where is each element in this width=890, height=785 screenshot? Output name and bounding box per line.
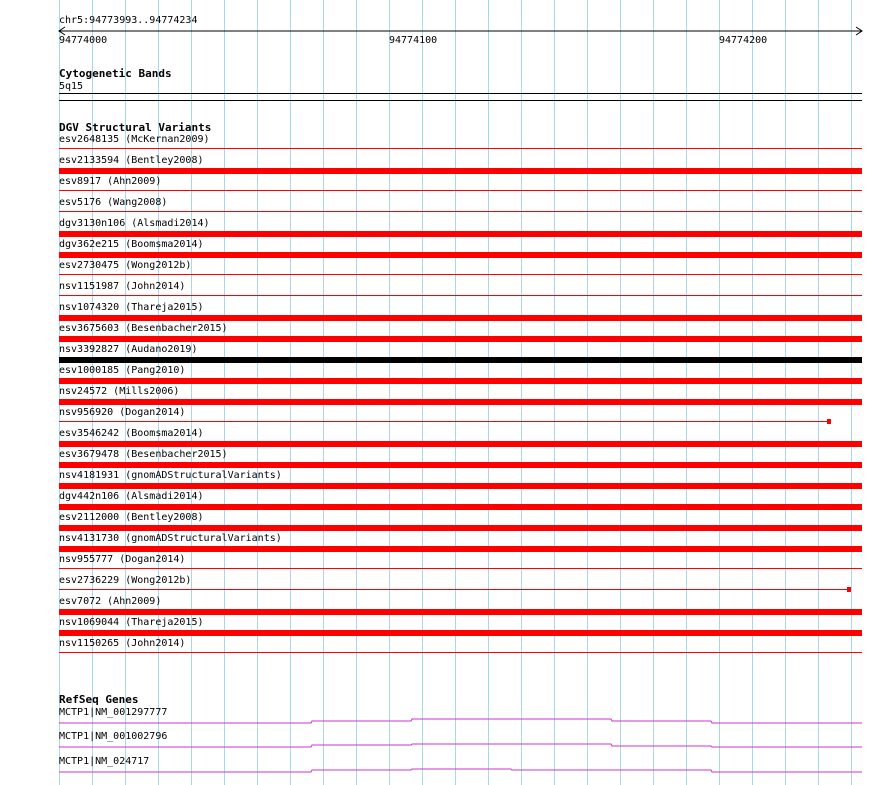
variant-label[interactable]: nsv24572 (Mills2006) bbox=[59, 386, 180, 397]
variant-label[interactable]: dgv3130n106 (Alsmadi2014) bbox=[59, 218, 210, 229]
gene-line bbox=[59, 719, 862, 723]
variant-feature[interactable] bbox=[59, 568, 862, 569]
variant-block[interactable] bbox=[847, 587, 851, 592]
variant-feature[interactable] bbox=[59, 231, 862, 237]
variant-label[interactable]: nsv956920 (Dogan2014) bbox=[59, 407, 186, 418]
variant-feature[interactable] bbox=[59, 148, 862, 149]
variant-label[interactable]: nsv1150265 (John2014) bbox=[59, 638, 186, 649]
variant-feature[interactable] bbox=[59, 589, 851, 590]
variant-feature[interactable] bbox=[59, 504, 862, 510]
variant-label[interactable]: esv2112000 (Bentley2008) bbox=[59, 512, 204, 523]
gene-line bbox=[59, 744, 862, 747]
variant-label[interactable]: esv3546242 (Boomsma2014) bbox=[59, 428, 204, 439]
variant-label[interactable]: nsv4131730 (gnomADStructuralVariants) bbox=[59, 533, 282, 544]
variant-feature[interactable] bbox=[59, 652, 862, 653]
gene-label[interactable]: MCTP1|NM_001297777 bbox=[59, 707, 168, 718]
variant-label[interactable]: nsv4181931 (gnomADStructuralVariants) bbox=[59, 470, 282, 481]
variant-feature[interactable] bbox=[59, 399, 862, 405]
refseq-title: RefSeq Genes bbox=[59, 693, 139, 706]
variant-label[interactable]: nsv955777 (Dogan2014) bbox=[59, 554, 186, 565]
variant-feature[interactable] bbox=[59, 378, 862, 384]
dgv-title: DGV Structural Variants bbox=[59, 121, 212, 134]
variant-label[interactable]: nsv1151987 (John2014) bbox=[59, 281, 186, 292]
variant-feature[interactable] bbox=[59, 525, 862, 531]
variant-feature[interactable] bbox=[59, 274, 862, 275]
variant-feature[interactable] bbox=[59, 252, 862, 258]
variant-label[interactable]: esv3675603 (Besenbacher2015) bbox=[59, 323, 228, 334]
ruler-tick-label: 94774200 bbox=[719, 35, 768, 46]
variant-feature[interactable] bbox=[59, 315, 862, 321]
variant-label[interactable]: esv1000185 (Pang2010) bbox=[59, 365, 186, 376]
cytobands-title: Cytogenetic Bands bbox=[59, 67, 172, 80]
variant-label[interactable]: dgv442n106 (Alsmadi2014) bbox=[59, 491, 204, 502]
gene-label[interactable]: MCTP1|NM_001002796 bbox=[59, 731, 168, 742]
variant-label[interactable]: esv2736229 (Wong2012b) bbox=[59, 575, 192, 586]
variant-feature[interactable] bbox=[59, 630, 862, 636]
variant-label[interactable]: esv8917 (Ahn2009) bbox=[59, 176, 162, 187]
variant-feature[interactable] bbox=[59, 336, 862, 342]
cytoband-bar[interactable] bbox=[59, 93, 862, 94]
variant-feature[interactable] bbox=[59, 357, 862, 363]
variant-feature[interactable] bbox=[59, 168, 862, 174]
variant-label[interactable]: esv2648135 (McKernan2009) bbox=[59, 134, 210, 145]
variant-feature[interactable] bbox=[59, 546, 862, 552]
variant-feature[interactable] bbox=[59, 441, 862, 447]
gene-label[interactable]: MCTP1|NM_024717 bbox=[59, 756, 150, 767]
variant-feature[interactable] bbox=[59, 190, 862, 191]
variant-label[interactable]: esv2133594 (Bentley2008) bbox=[59, 155, 204, 166]
ruler-tick-label: 94774100 bbox=[389, 35, 438, 46]
variant-label[interactable]: esv5176 (Wang2008) bbox=[59, 197, 168, 208]
variant-feature[interactable] bbox=[59, 483, 862, 489]
track-separator bbox=[59, 100, 862, 101]
cytoband-label: 5q15 bbox=[59, 81, 84, 92]
variant-label[interactable]: esv2730475 (Wong2012b) bbox=[59, 260, 192, 271]
variant-label[interactable]: nsv1074320 (Thareja2015) bbox=[59, 302, 204, 313]
variant-label[interactable]: nsv3392827 (Audano2019) bbox=[59, 344, 198, 355]
variant-feature[interactable] bbox=[59, 295, 862, 296]
variant-label[interactable]: esv7072 (Ahn2009) bbox=[59, 596, 162, 607]
ruler-axis bbox=[0, 0, 890, 60]
variant-block[interactable] bbox=[827, 419, 831, 424]
variant-label[interactable]: esv3679478 (Besenbacher2015) bbox=[59, 449, 228, 460]
ruler-position: chr5:94773993..94774234 bbox=[59, 15, 198, 26]
variant-feature[interactable] bbox=[59, 211, 862, 212]
variant-feature[interactable] bbox=[59, 462, 862, 468]
variant-feature[interactable] bbox=[59, 609, 862, 615]
variant-feature[interactable] bbox=[59, 421, 831, 422]
gene-models[interactable] bbox=[0, 700, 890, 785]
variant-label[interactable]: nsv1069044 (Thareja2015) bbox=[59, 617, 204, 628]
variant-label[interactable]: dgv362e215 (Boomsma2014) bbox=[59, 239, 204, 250]
gene-line bbox=[59, 769, 862, 772]
ruler-tick-label: 94774000 bbox=[59, 35, 108, 46]
